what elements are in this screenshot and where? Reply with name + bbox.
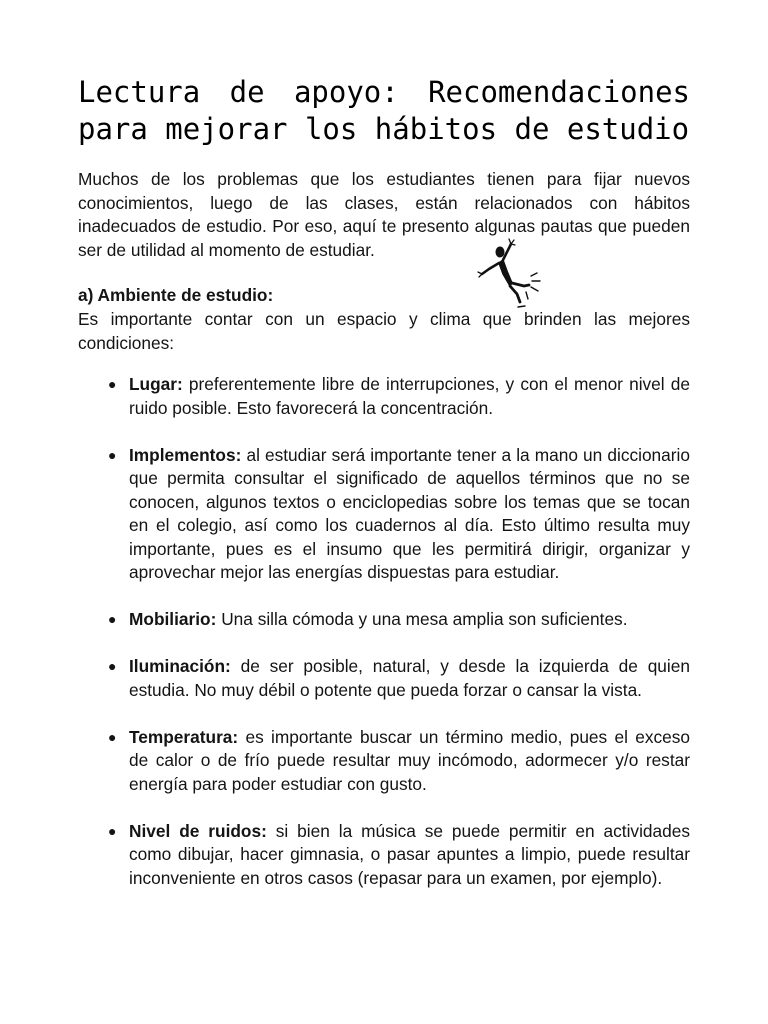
bullet-icon: ● bbox=[108, 376, 117, 392]
section-intro: Es importante contar con un espacio y clima que brinden las mejores condiciones: bbox=[78, 309, 690, 353]
list-item bbox=[100, 655, 690, 702]
item-label: Lugar: bbox=[129, 374, 183, 394]
bullet-icon: ● bbox=[108, 822, 117, 839]
cheering-figure-icon bbox=[476, 236, 544, 308]
list-item bbox=[100, 726, 690, 797]
list-item bbox=[100, 373, 690, 420]
item-label: Implementos: bbox=[129, 444, 242, 465]
item-label: Iluminación: bbox=[129, 656, 231, 676]
list-item bbox=[100, 820, 690, 891]
intro-paragraph: Muchos de los problemas que los estudiantes tienen para fijar nuevos conocimientos, luego de las clases, están relacionados con hábitos inadecuados de estudio. Por eso, aquí te presento algunas pautas que pueden ser de utilidad al momento de estudiar. bbox=[78, 169, 690, 260]
item-text: Una silla cómoda y una mesa amplia son suficientes. bbox=[221, 609, 628, 629]
bullet-icon: ● bbox=[108, 446, 117, 463]
page-title: Lectura de apoyo: Recomendaciones para mejorar los hábitos de estudio bbox=[78, 75, 690, 146]
item-label: Nivel de ruidos: bbox=[129, 820, 267, 841]
item-text: si bien la música se puede permitir en actividades como dibujar, hacer gimnasia, o pasar apuntes a limpio, puede resultar inconveniente en otros casos (repasar para un examen, por ejemplo). bbox=[129, 820, 690, 888]
section-heading: a) Ambiente de estudio: bbox=[78, 285, 274, 305]
bullet-icon: ● bbox=[108, 658, 117, 674]
item-label: Mobiliario: bbox=[129, 609, 217, 629]
item-text: de ser posible, natural, y desde la izquierda de quien estudia. No muy débil o potente que pueda forzar o cansar la vista. bbox=[129, 656, 690, 700]
list-item bbox=[100, 608, 690, 632]
item-text: preferentemente libre de interrupciones, y con el menor nivel de ruido posible. Esto favorecerá la concentración. bbox=[129, 374, 690, 418]
list-item bbox=[100, 444, 690, 585]
bullet-icon: ● bbox=[108, 611, 117, 627]
item-text: al estudiar será importante tener a la mano un diccionario que permita consultar el significado de aquellos términos que no se conocen, algunos textos o enciclopedias sobre los temas que se tocan en el colegio, así como los cuadernos al día. Esto último resulta muy importante, pues es el insumo que les permitirá dirigir, organizar y aprovechar mejor las energías dispuestas para estudiar. bbox=[129, 444, 690, 582]
item-text: es importante buscar un término medio, pues el exceso de calor o de frío puede resultar muy incómodo, adormecer y/o restar energía para poder estudiar con gusto. bbox=[129, 726, 690, 794]
recommendations-list bbox=[100, 373, 690, 914]
item-label: Temperatura: bbox=[129, 726, 239, 747]
bullet-icon: ● bbox=[108, 728, 117, 745]
